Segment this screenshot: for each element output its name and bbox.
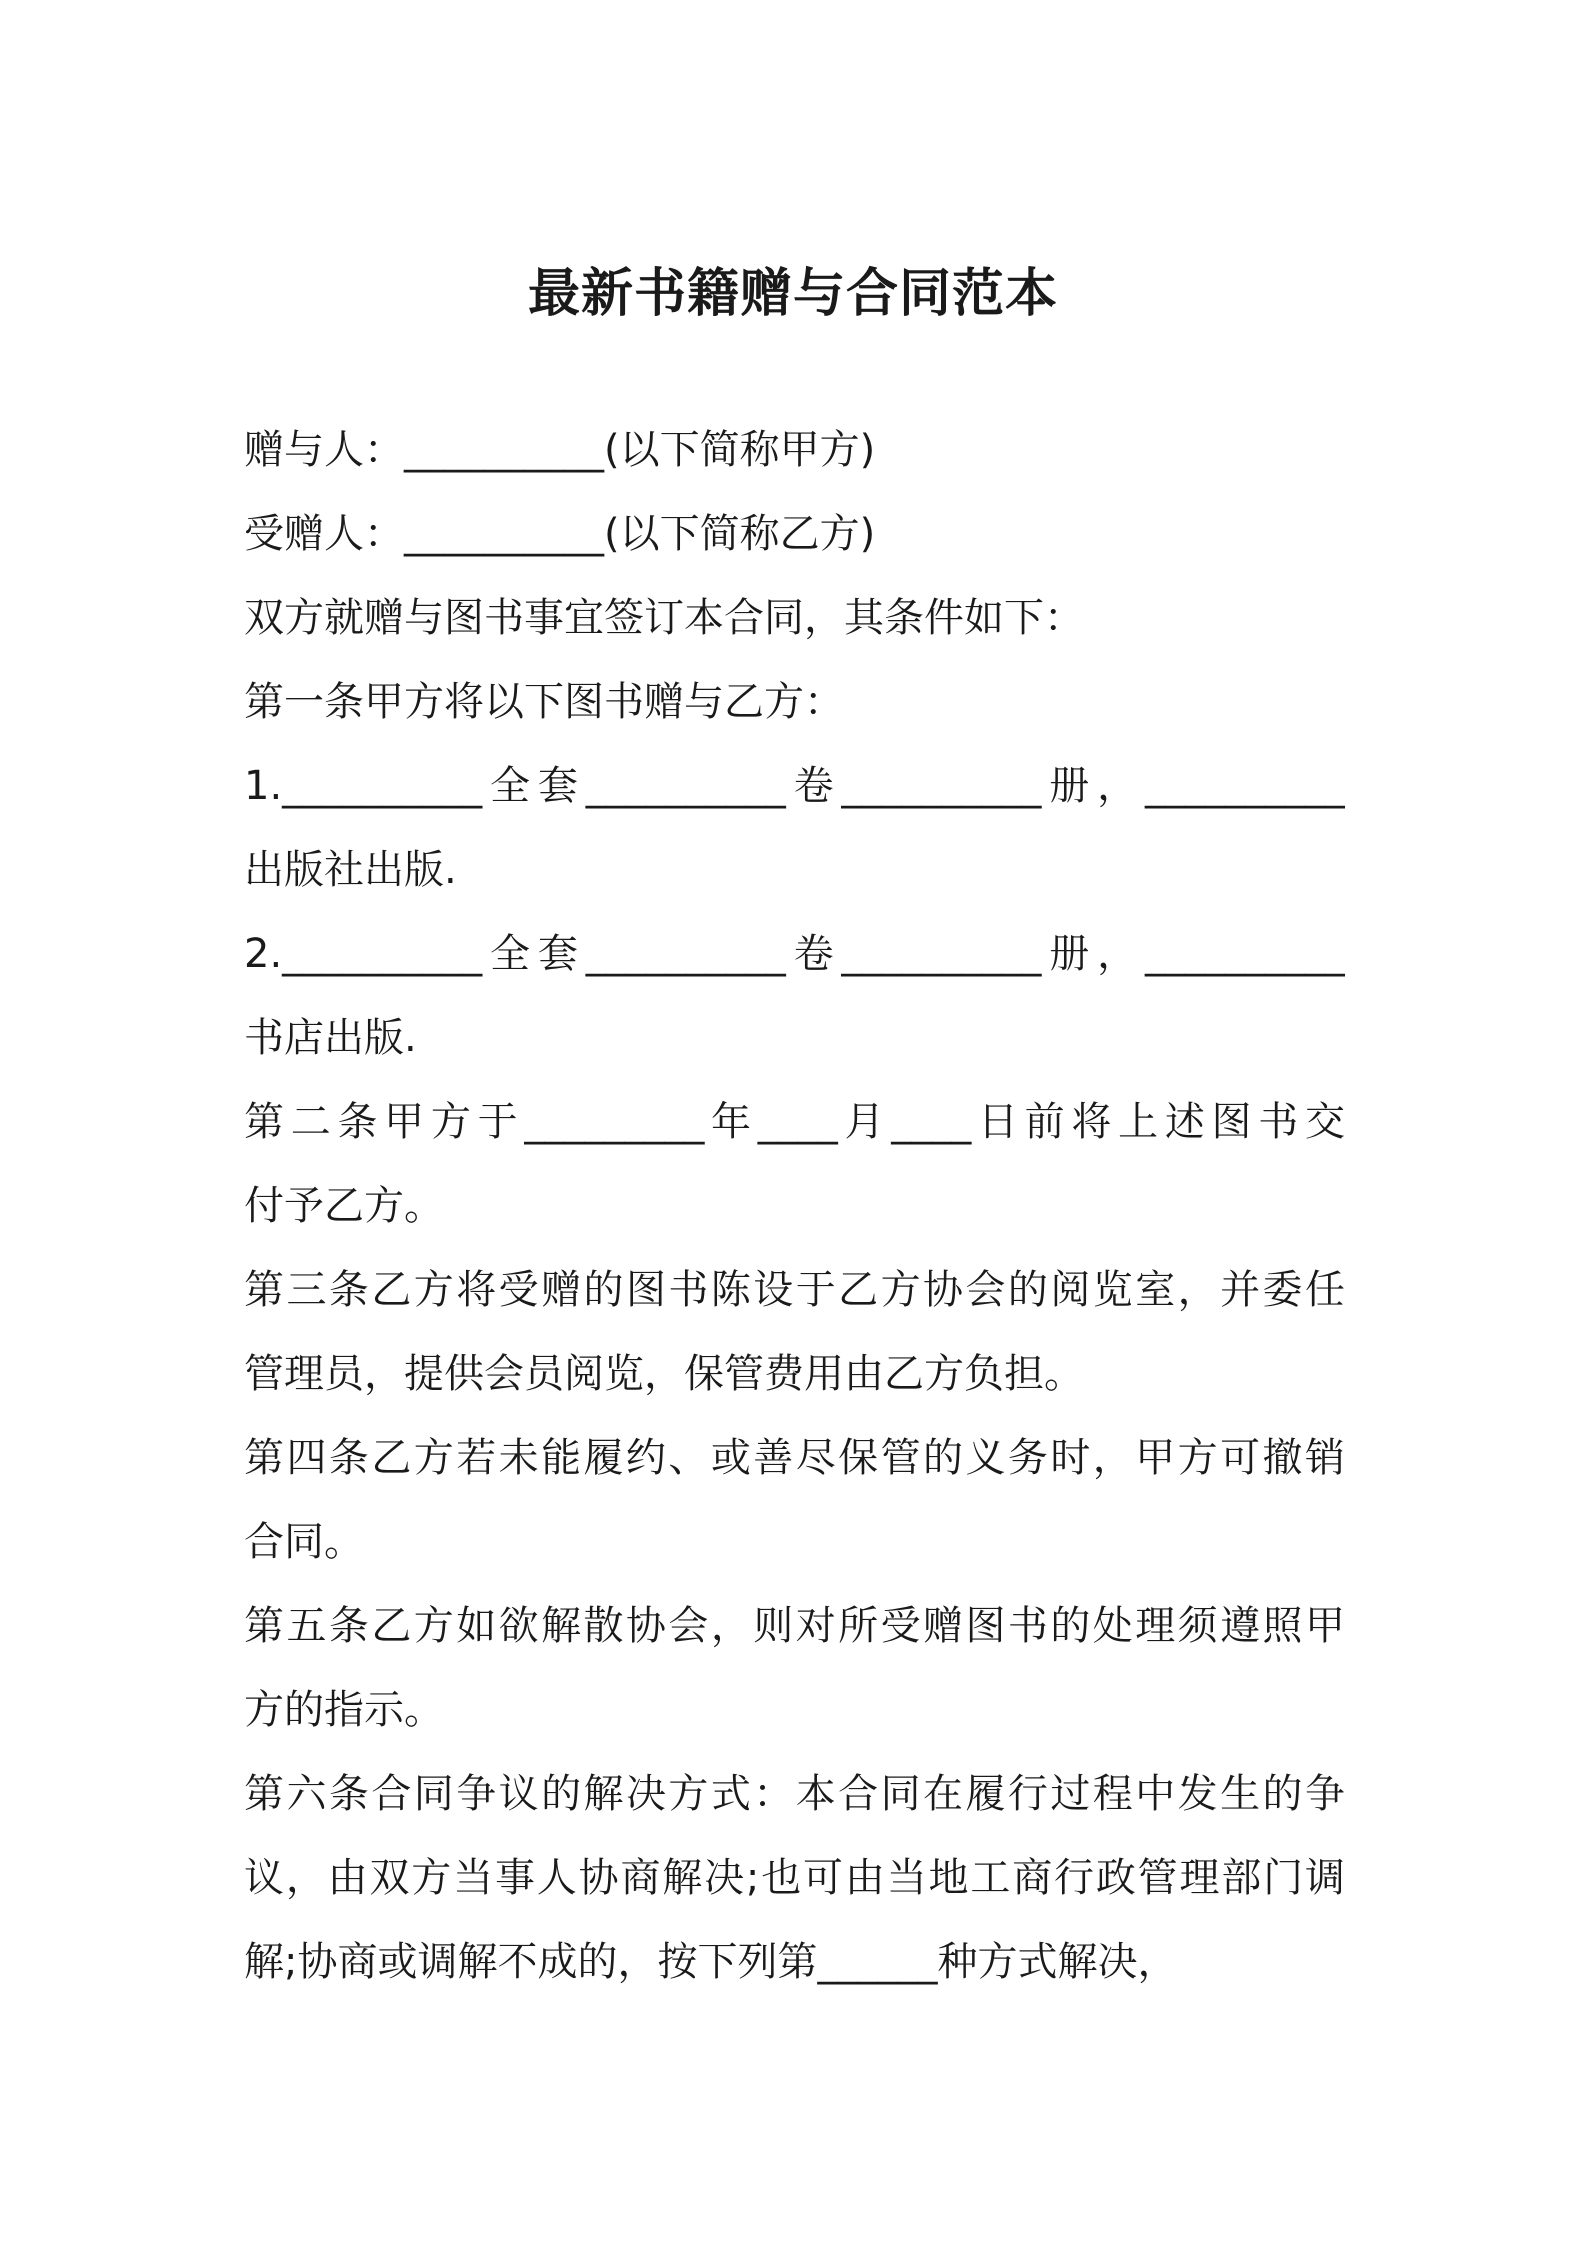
article-6-line-3: 解;协商或调解不成的，按下列第______种方式解决， (244, 1939, 1178, 1985)
article-3-line-2: 管理员，提供会员阅览，保管费用由乙方负担。 (244, 1351, 1084, 1397)
book-item-2: 2.__________全套__________卷__________册，__________ (244, 931, 1345, 977)
preamble-line: 双方就赠与图书事宜签订本合同，其条件如下： (244, 595, 1084, 641)
article-4-line-1: 第四条乙方若未能履约、或善尽保管的义务时，甲方可撤销 (244, 1435, 1345, 1481)
article-2-line-2: 付予乙方。 (244, 1183, 444, 1229)
donor-line: 赠与人：__________(以下简称甲方) (244, 427, 876, 473)
book-item-1-publisher: 出版社出版. (244, 847, 457, 893)
article-6-line-2: 议，由双方当事人协商解决;也可由当地工商行政管理部门调 (244, 1855, 1345, 1901)
article-5-line-2: 方的指示。 (244, 1687, 444, 1733)
document-body (244, 408, 1345, 2004)
article-5-line-1: 第五条乙方如欲解散协会，则对所受赠图书的处理须遵照甲 (244, 1603, 1345, 1649)
article-6-line-1: 第六条合同争议的解决方式：本合同在履行过程中发生的争 (244, 1771, 1345, 1817)
recipient-line: 受赠人：__________(以下简称乙方) (244, 511, 876, 557)
article-4-line-2: 合同。 (244, 1519, 364, 1565)
book-item-2-publisher: 书店出版. (244, 1015, 417, 1061)
document-title: 最新书籍赠与合同范本 (527, 264, 1058, 324)
article-1-heading: 第一条甲方将以下图书赠与乙方： (244, 679, 844, 725)
book-item-1: 1.__________全套__________卷__________册，__________ (244, 763, 1345, 809)
article-3-line-1: 第三条乙方将受赠的图书陈设于乙方协会的阅览室，并委任 (244, 1267, 1345, 1313)
article-2-line-1: 第二条甲方于_________年____月____日前将上述图书交 (244, 1099, 1345, 1145)
